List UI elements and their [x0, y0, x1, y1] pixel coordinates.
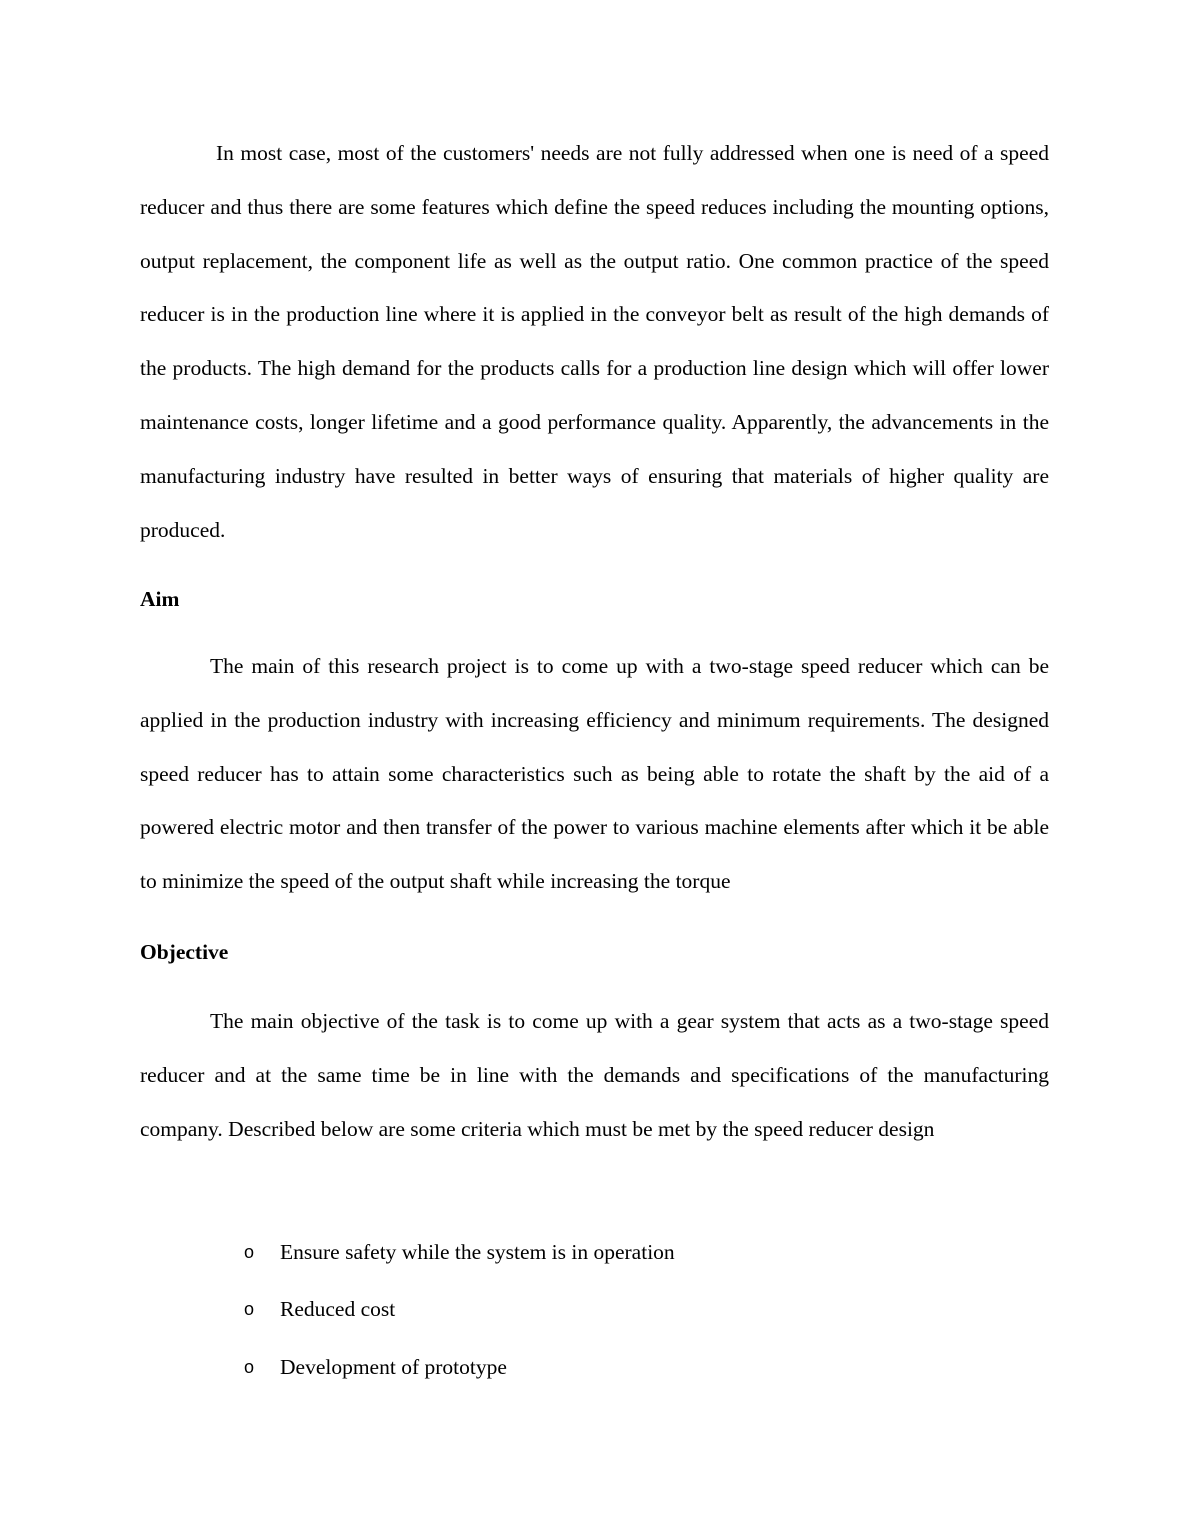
intro-paragraph: In most case, most of the customers' needs are not fully addressed when one is need of a speed reducer and thus there are some features which define the speed reduces including the mounting options, output replacement, the component life as well as the output ratio. One common practice of the speed reducer is in the production line where it is applied in the conveyor belt as result of the high demands of the products. The high demand for the products calls for a production line design which will offer lower maintenance costs, longer lifetime and a good performance quality. Apparently, the advancements in the manufacturing industry have resulted in better ways of ensuring that materials of higher quality are produced. [140, 141, 1049, 542]
objective-paragraph: The main objective of the task is to come up with a gear system that acts as a two-stage speed reducer and at the same time be in line with the demands and specifications of the manufacturing company. Described below are some criteria which must be met by the speed reducer design [140, 1009, 1049, 1141]
list-item-text: Ensure safety while the system is in operation [280, 1240, 675, 1264]
aim-heading: Aim [140, 587, 180, 611]
bullet-marker: o [244, 1242, 255, 1262]
list-item [244, 1236, 944, 1268]
bullet-marker: o [244, 1299, 255, 1319]
list-item-text: Reduced cost [280, 1297, 396, 1321]
bullet-marker: o [244, 1357, 255, 1377]
objective-heading: Objective [140, 940, 229, 964]
aim-paragraph: The main of this research project is to come up with a two-stage speed reducer which can be applied in the production industry with increasing efficiency and minimum requirements. The designed speed reducer has to attain some characteristics such as being able to rotate the shaft by the aid of a powered electric motor and then transfer of the power to various machine elements after which it be able to minimize the speed of the output shaft while increasing the torque [140, 654, 1049, 894]
list-item-text: Development of prototype [280, 1355, 507, 1379]
list-item [244, 1351, 944, 1383]
list-item [244, 1293, 944, 1325]
